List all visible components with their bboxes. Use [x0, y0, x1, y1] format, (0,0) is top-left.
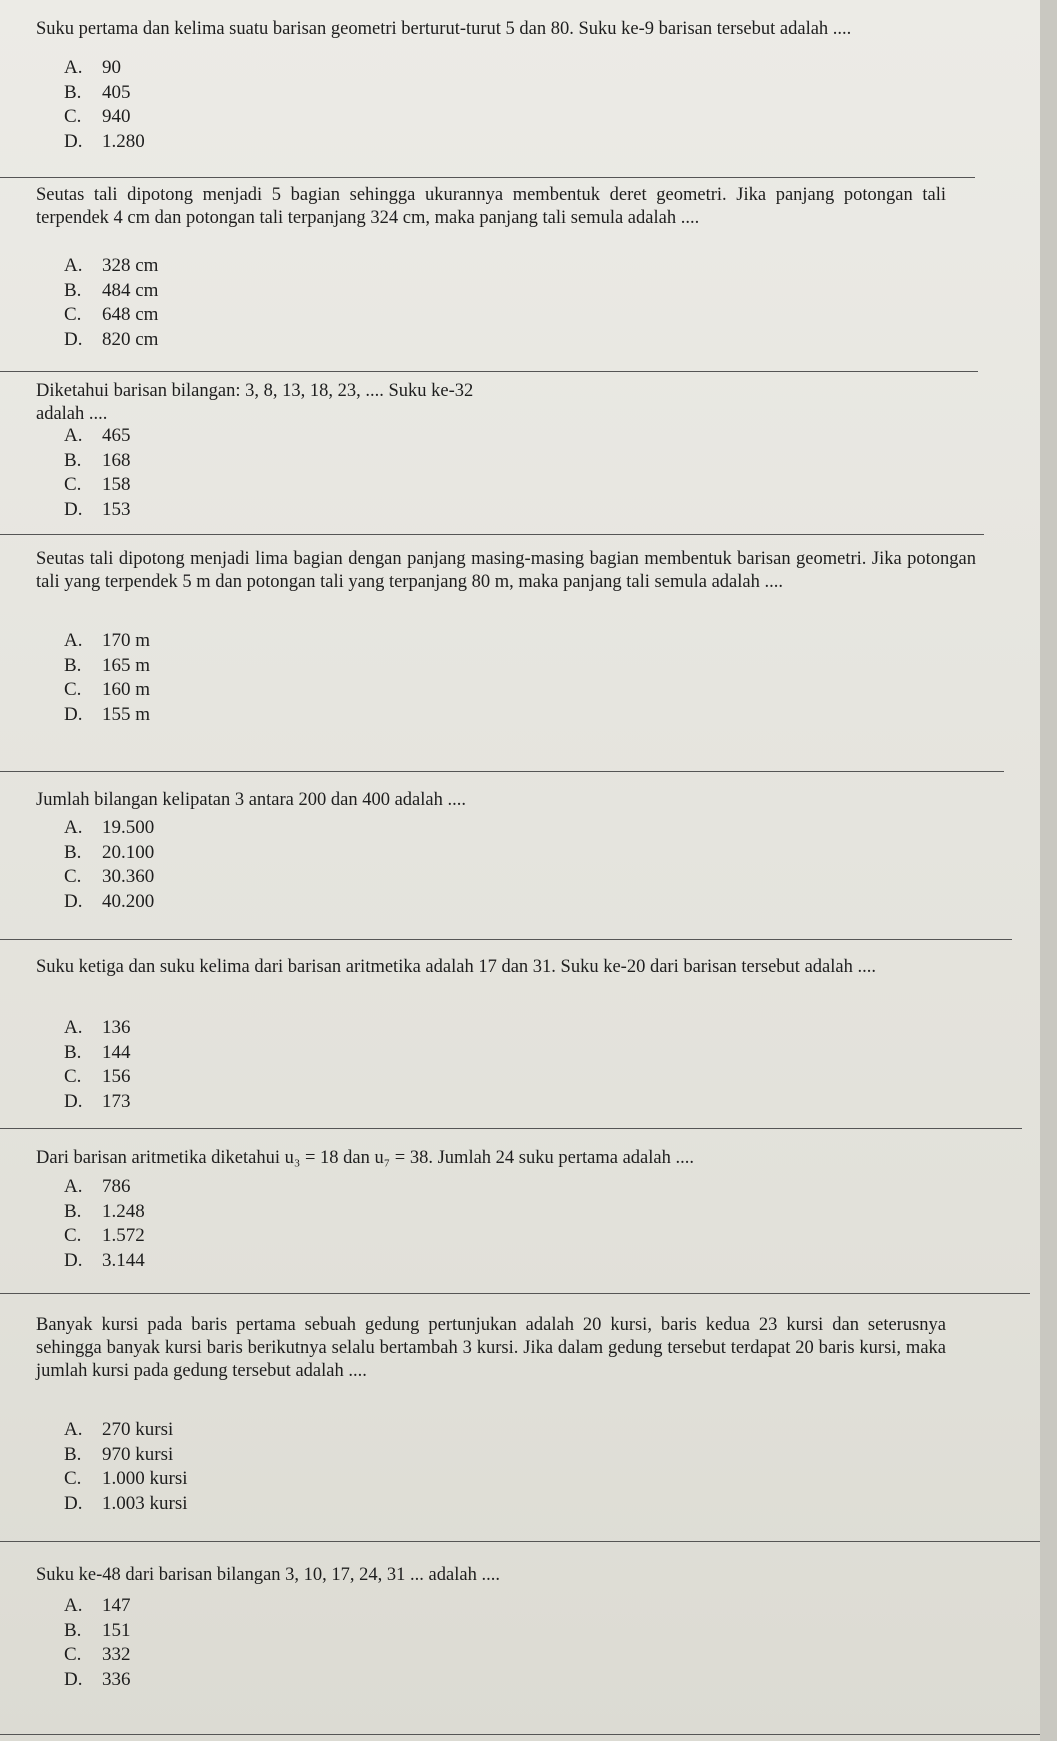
- option-list: [64, 254, 158, 352]
- option-a[interactable]: A. 19.500: [64, 817, 155, 838]
- option-a[interactable]: A. 270 kursi: [64, 1419, 174, 1440]
- option-c[interactable]: C. 158: [64, 474, 131, 495]
- option-list: [64, 1175, 145, 1273]
- option-list: [64, 629, 150, 727]
- question-3: [0, 372, 984, 535]
- question-stem: Suku pertama dan kelima suatu barisan geometri berturut-turut 5 dan 80. Suku ke-9 barisan tersebut adalah ....: [36, 19, 852, 39]
- option-b[interactable]: B. 484 cm: [64, 279, 159, 301]
- question-7: [0, 1129, 1030, 1294]
- question-6: [0, 940, 1022, 1129]
- option-list: [64, 424, 131, 522]
- question-5: [0, 772, 1012, 940]
- option-c[interactable]: C. 940: [64, 106, 131, 127]
- option-list: [64, 816, 154, 914]
- option-a[interactable]: A. 170 m: [64, 630, 151, 651]
- question-stem: Banyak kursi pada baris pertama sebuah gedung pertunjukan adalah 20 kursi, baris kedua 23 kursi dan seterusnya sehingga banyak kursi baris berikutnya selalu bertambah 3 kursi. Jika dalam gedung tersebut terdapat 20 baris kursi, maka jumlah kursi pada gedung tersebut adalah ....: [36, 1315, 946, 1381]
- question-2: [0, 178, 978, 372]
- option-c[interactable]: C. 156: [64, 1066, 131, 1087]
- option-a[interactable]: A. 90: [64, 57, 121, 78]
- option-d[interactable]: D. 40.200: [64, 890, 155, 912]
- option-b[interactable]: B. 970 kursi: [64, 1443, 174, 1465]
- option-a[interactable]: A. 136: [64, 1017, 131, 1038]
- option-a[interactable]: A. 786: [64, 1176, 131, 1197]
- option-d[interactable]: D. 1.280: [64, 130, 145, 152]
- question-stem: Jumlah bilangan kelipatan 3 antara 200 dan 400 adalah ....: [36, 790, 466, 810]
- question-9: [0, 1542, 1040, 1735]
- option-c[interactable]: C. 332: [64, 1644, 131, 1665]
- option-list: [64, 1016, 131, 1114]
- question-8: [0, 1294, 1040, 1542]
- option-d[interactable]: D. 336: [64, 1668, 131, 1690]
- option-d[interactable]: D. 173: [64, 1090, 131, 1112]
- option-c[interactable]: C. 1.572: [64, 1225, 145, 1246]
- option-b[interactable]: B. 20.100: [64, 841, 155, 863]
- question-1: [0, 0, 975, 178]
- option-b[interactable]: B. 1.248: [64, 1200, 145, 1222]
- question-4: [0, 535, 1004, 772]
- option-c[interactable]: C. 30.360: [64, 866, 155, 887]
- question-stem: Suku ke-48 dari barisan bilangan 3, 10, 17, 24, 31 ... adalah ....: [36, 1565, 500, 1585]
- option-a[interactable]: A. 465: [64, 425, 131, 446]
- option-b[interactable]: B. 165 m: [64, 654, 151, 676]
- option-b[interactable]: B. 151: [64, 1619, 131, 1641]
- option-list: [64, 1594, 131, 1692]
- question-stem: Suku ketiga dan suku kelima dari barisan aritmetika adalah 17 dan 31. Suku ke-20 dari barisan tersebut adalah ....: [36, 957, 876, 977]
- question-stem: Dari barisan aritmetika diketahui u₃ = 18 dan u₇ = 38. Jumlah 24 suku pertama adalah ....: [36, 1148, 694, 1168]
- question-stem: Seutas tali dipotong menjadi lima bagian dengan panjang masing-masing bagian membentuk barisan geometri. Jika potongan tali yang terpendek 5 m dan potongan tali yang terpanjang 80 m, maka panjang tali semula adalah ....: [36, 549, 976, 592]
- option-a[interactable]: A. 147: [64, 1595, 131, 1616]
- option-list: [64, 1418, 188, 1516]
- option-c[interactable]: C. 1.000 kursi: [64, 1468, 188, 1489]
- option-b[interactable]: B. 168: [64, 449, 131, 471]
- option-c[interactable]: C. 160 m: [64, 679, 151, 700]
- option-d[interactable]: D. 820 cm: [64, 328, 159, 350]
- page-edge: [1040, 0, 1057, 1741]
- question-stem: Diketahui barisan bilangan: 3, 8, 13, 18, 23, .... Suku ke-32 adalah ....: [36, 381, 474, 424]
- option-d[interactable]: D. 3.144: [64, 1249, 145, 1271]
- option-list: [64, 56, 145, 154]
- option-d[interactable]: D. 153: [64, 498, 131, 520]
- option-d[interactable]: D. 1.003 kursi: [64, 1492, 188, 1514]
- option-b[interactable]: B. 144: [64, 1041, 131, 1063]
- option-d[interactable]: D. 155 m: [64, 703, 151, 725]
- option-a[interactable]: A. 328 cm: [64, 255, 159, 276]
- option-b[interactable]: B. 405: [64, 81, 131, 103]
- question-stem: Seutas tali dipotong menjadi 5 bagian sehingga ukurannya membentuk deret geometri. Jika panjang potongan tali terpendek 4 cm dan potongan tali terpanjang 324 cm, maka panjang tali semula adalah ....: [36, 185, 946, 228]
- option-c[interactable]: C. 648 cm: [64, 304, 159, 325]
